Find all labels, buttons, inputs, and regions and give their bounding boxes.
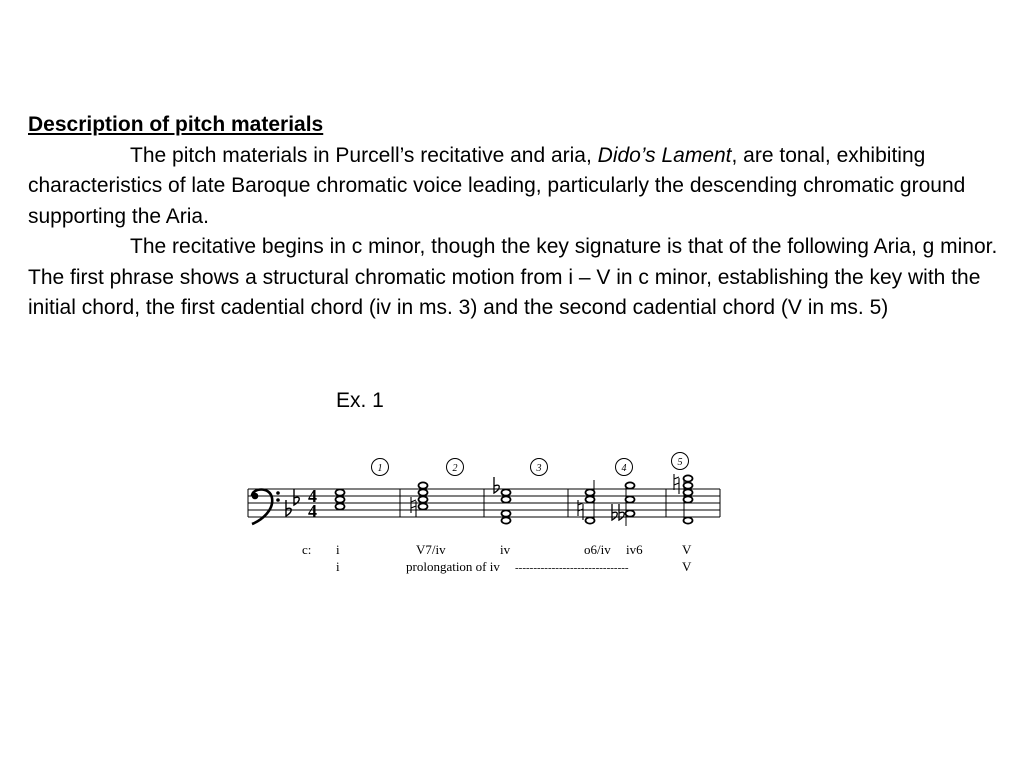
svg-text:5: 5: [677, 457, 683, 468]
work-title: Dido’s Lament: [597, 143, 732, 167]
structural-start: i: [336, 559, 340, 574]
flat-icon: [494, 477, 499, 493]
paragraph-2: The recitative begins in c minor, though the key signature is that of the following Aria, g minor. The first phrase shows a structural chromatic motion from i – V in c minor, establishing the key with the initial chord, the first cadential chord (iv in ms. 3) and the second cadential chord (V in ms. 5): [28, 235, 998, 319]
text-block: [28, 110, 1003, 324]
roman-numeral: V: [682, 542, 692, 557]
natural-icon: [411, 497, 416, 517]
paragraph-1-end: , are tonal, exhibiting characteristics of late Baroque chromatic voice leading, particularly the descending chromatic ground supporting the Aria.: [28, 143, 966, 228]
chord-m1: [336, 489, 345, 509]
svg-text:1: 1: [377, 463, 383, 474]
time-signature-top: 4: [308, 486, 317, 506]
paragraph-1: [28, 141, 1003, 233]
roman-numeral: i: [336, 542, 340, 557]
prolongation-dashes: -------------------------------: [515, 562, 629, 574]
svg-text:4: 4: [621, 463, 627, 474]
measure-number-5: [672, 453, 689, 470]
chord-m5: [674, 474, 693, 524]
key-prefix: c:: [302, 542, 312, 557]
flat-icon: [612, 504, 617, 520]
analysis: [302, 542, 692, 574]
bass-clef-icon: [252, 490, 280, 525]
music-example-svg: [240, 450, 730, 585]
time-signature-bottom: 4: [308, 501, 317, 521]
example-label: Ex. 1: [336, 389, 384, 412]
svg-text:2: 2: [452, 463, 458, 474]
flat-icon: [619, 504, 624, 520]
chord-m2: [411, 482, 428, 517]
paragraph-1-start: The pitch materials in Purcell’s recitative and aria,: [130, 143, 598, 167]
roman-numeral: iv6: [626, 542, 643, 557]
measure-number-3: [531, 459, 548, 476]
svg-text:3: 3: [536, 463, 542, 474]
roman-numeral: V7/iv: [416, 542, 446, 557]
measure-number-2: [447, 459, 464, 476]
natural-icon: [674, 474, 679, 494]
structural-end: V: [682, 559, 692, 574]
prolongation-label: prolongation of iv: [406, 559, 500, 574]
measure-number-4: [616, 459, 633, 476]
section-heading: Description of pitch materials: [28, 113, 324, 136]
roman-numeral: iv: [500, 542, 511, 557]
music-example: [240, 450, 730, 590]
measure-number-1: [372, 459, 389, 476]
roman-numeral: o6/iv: [584, 542, 611, 557]
